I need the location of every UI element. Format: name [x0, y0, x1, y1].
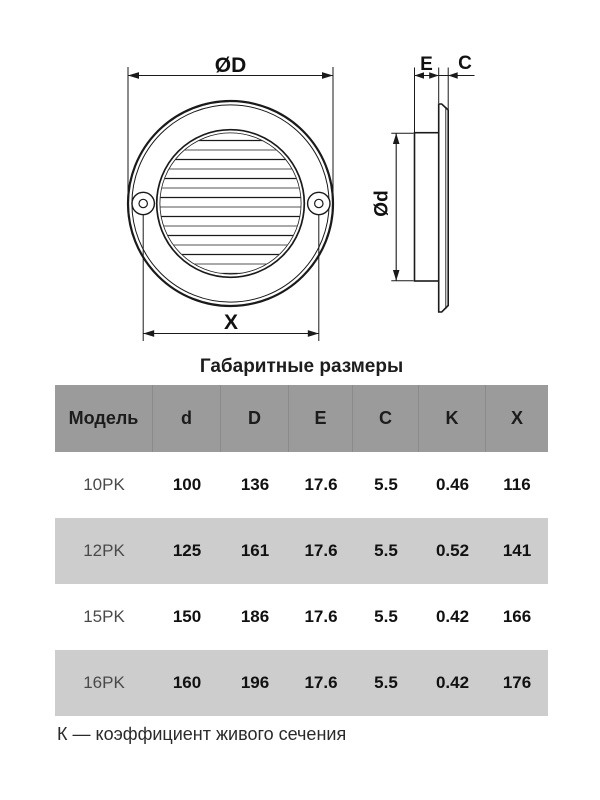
front-view [128, 54, 333, 341]
column-header-D: D [221, 385, 289, 452]
louver-panel-rim [157, 130, 305, 278]
screw-hole-right [308, 192, 330, 214]
table-row [55, 452, 548, 518]
side-view [372, 53, 475, 312]
table-header-row [55, 385, 548, 452]
dim-duct-diameter [372, 133, 414, 281]
louver-panel-inner-rim [160, 133, 301, 274]
value-E: 17.6 [304, 673, 338, 692]
model-name: 12PK [83, 541, 125, 560]
value-K: 0.46 [435, 475, 470, 494]
screw-hole-left [132, 192, 154, 214]
value-d: 150 [172, 607, 202, 626]
value-K: 0.42 [435, 673, 470, 692]
value-E: 17.6 [304, 475, 338, 494]
dim-label-duct-diameter: Ød [371, 190, 393, 217]
value-X: 166 [502, 607, 532, 626]
table-row [55, 584, 548, 650]
column-header-d: d [153, 385, 221, 452]
value-D: 161 [240, 541, 270, 560]
table-title: Габаритные размеры [199, 356, 404, 377]
column-header-C: C [353, 385, 419, 452]
dimension-drawing [0, 0, 600, 352]
value-C: 5.5 [374, 541, 398, 560]
footnote-k-coefficient: К — коэффициент живого сечения [57, 724, 347, 744]
table-row [55, 650, 548, 716]
flange-plate-profile [439, 104, 449, 312]
model-name: 15PK [83, 607, 125, 626]
value-C: 5.5 [374, 475, 398, 494]
dimensions-table [55, 385, 548, 716]
value-D: 136 [240, 475, 270, 494]
grille-outer-ring-inner-line [132, 105, 329, 302]
dim-depth-and-flange [415, 53, 475, 79]
dim-label-outer-diameter: ØD [214, 54, 247, 77]
column-header-X: X [510, 408, 523, 428]
value-E: 17.6 [304, 607, 338, 626]
value-C: 5.5 [374, 673, 398, 692]
dim-label-flange-thickness: C [458, 53, 472, 74]
value-K: 0.42 [435, 607, 470, 626]
value-d: 160 [172, 673, 202, 692]
value-X: 141 [502, 541, 532, 560]
table-row [55, 518, 548, 584]
column-header-model: Модель [55, 385, 153, 452]
value-X: 176 [502, 673, 532, 692]
value-D: 186 [240, 607, 270, 626]
model-name: 16PK [83, 673, 125, 692]
value-d: 100 [172, 475, 202, 494]
model-name: 10PK [83, 475, 125, 494]
grille-outer-ring [128, 101, 333, 306]
value-X: 116 [503, 475, 531, 494]
duct-body-profile [415, 133, 439, 281]
value-d: 125 [172, 541, 202, 560]
value-K: 0.52 [435, 541, 470, 560]
value-C: 5.5 [374, 607, 398, 626]
louver-slats [157, 141, 304, 274]
column-header-K: K [419, 385, 486, 452]
value-E: 17.6 [304, 541, 338, 560]
dim-label-depth: E [420, 54, 433, 75]
column-header-E: E [289, 385, 353, 452]
value-D: 196 [240, 673, 270, 692]
dim-label-hole-spacing: X [223, 311, 239, 334]
